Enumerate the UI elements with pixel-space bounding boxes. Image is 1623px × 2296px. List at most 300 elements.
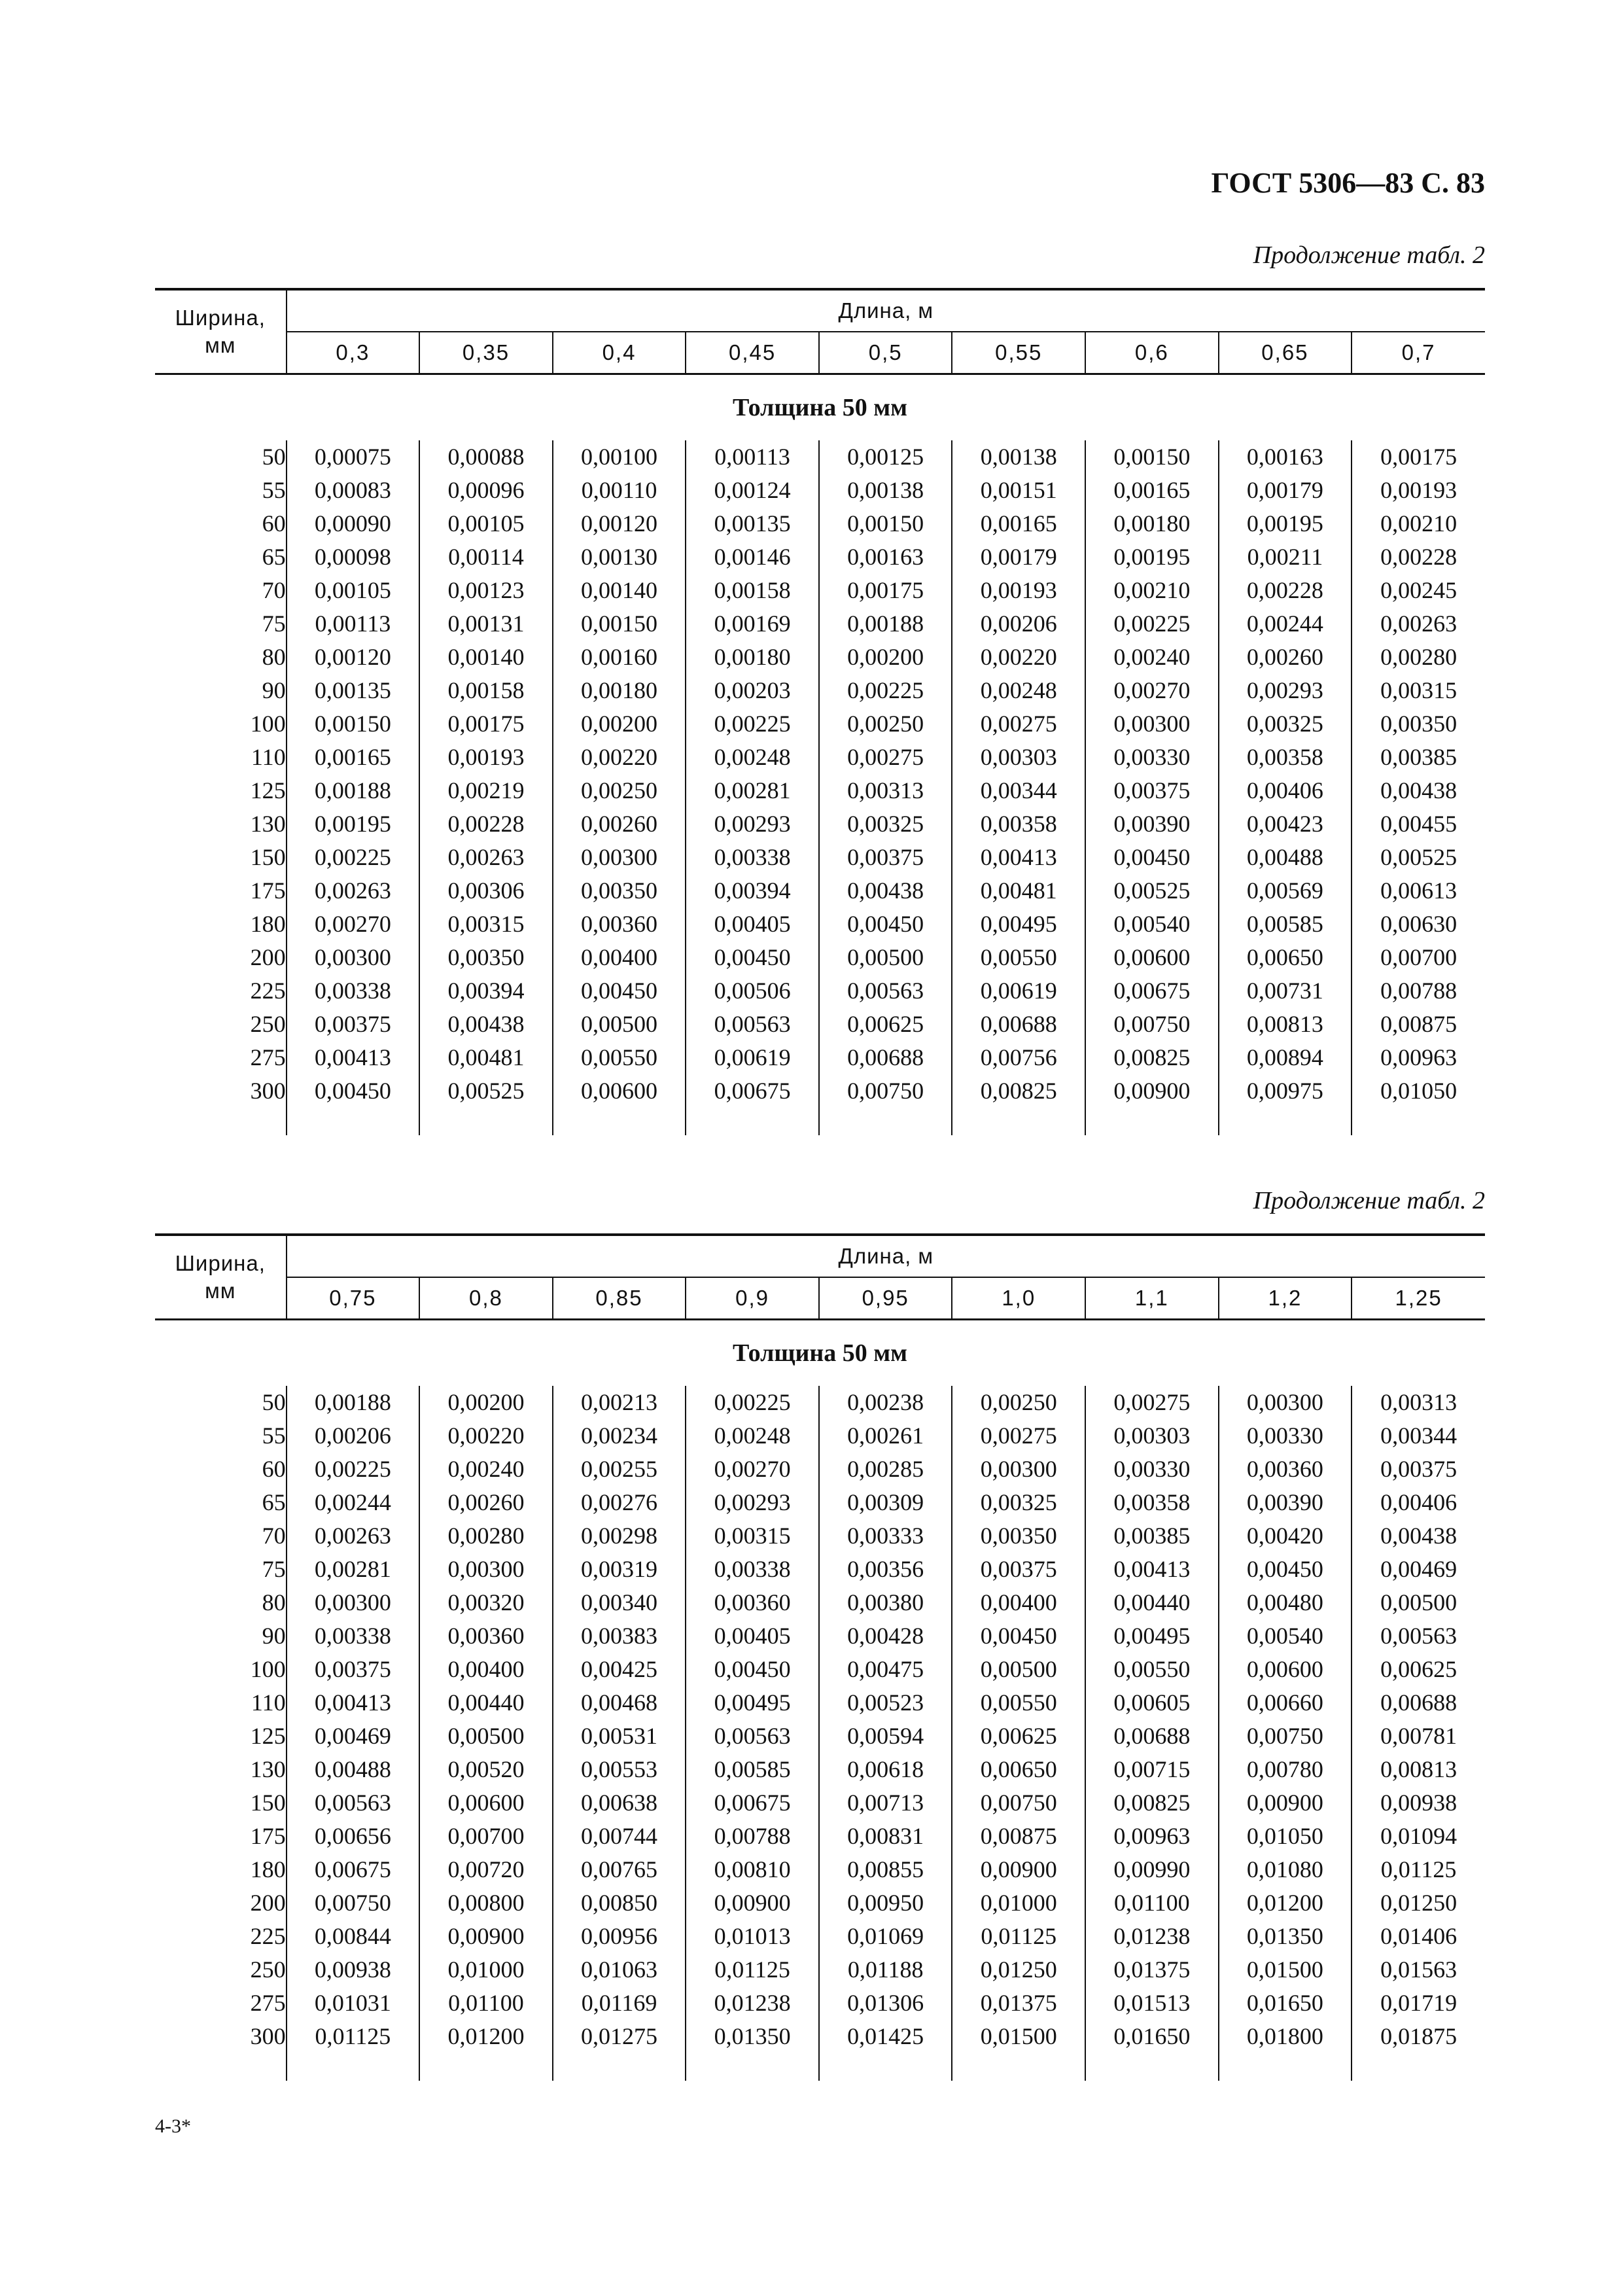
width-cell xyxy=(155,474,287,507)
value-cell: 0,00744 xyxy=(553,1820,686,1853)
table-row xyxy=(155,874,1485,908)
value-cell: 0,01406 xyxy=(1352,1920,1485,1953)
value-cell: 0,00320 xyxy=(419,1586,553,1619)
value-cell: 0,00440 xyxy=(419,1686,553,1720)
width-value: 300 xyxy=(250,2023,286,2049)
value-cell: 0,00750 xyxy=(952,1786,1085,1820)
value-cell: 0,00150 xyxy=(819,507,952,540)
value-cell: 0,00625 xyxy=(819,1008,952,1041)
value-cell: 0,00688 xyxy=(952,1008,1085,1041)
value-cell: 0,01050 xyxy=(1219,1820,1352,1853)
value-cell: 0,00500 xyxy=(419,1720,553,1753)
value-cell: 0,00280 xyxy=(1352,641,1485,674)
value-cell: 0,01306 xyxy=(819,1987,952,2020)
padding-cell xyxy=(155,2053,287,2081)
value-cell: 0,00338 xyxy=(287,974,420,1008)
width-value: 50 xyxy=(262,1389,286,1415)
value-cell: 0,00210 xyxy=(1085,574,1219,607)
value-cell: 0,00306 xyxy=(419,874,553,908)
table-row xyxy=(155,674,1485,707)
value-cell: 0,01563 xyxy=(1352,1953,1485,1987)
width-cell xyxy=(155,841,287,874)
value-cell: 0,00105 xyxy=(287,574,420,607)
value-cell: 0,00275 xyxy=(819,741,952,774)
value-cell: 0,00488 xyxy=(1219,841,1352,874)
table-row xyxy=(155,1519,1485,1553)
value-cell: 0,00330 xyxy=(1085,1453,1219,1486)
value-cell: 0,00263 xyxy=(287,874,420,908)
value-cell: 0,01125 xyxy=(1352,1853,1485,1886)
padding-cell xyxy=(553,1108,686,1135)
value-cell: 0,00540 xyxy=(1219,1619,1352,1653)
value-cell: 0,00788 xyxy=(686,1820,819,1853)
value-cell: 0,00625 xyxy=(952,1720,1085,1753)
value-cell: 0,00248 xyxy=(952,674,1085,707)
value-cell: 0,00200 xyxy=(819,641,952,674)
value-cell: 0,00413 xyxy=(952,841,1085,874)
value-cell: 0,00123 xyxy=(419,574,553,607)
value-cell: 0,00225 xyxy=(686,707,819,741)
value-cell: 0,00525 xyxy=(1085,874,1219,908)
width-header-label: Ширина, xyxy=(175,306,266,330)
width-value: 100 xyxy=(250,1656,286,1682)
value-cell: 0,00425 xyxy=(553,1653,686,1686)
width-value: 75 xyxy=(262,1556,286,1582)
value-cell: 0,01200 xyxy=(1219,1886,1352,1920)
value-cell: 0,01125 xyxy=(287,2020,420,2053)
value-cell: 0,00135 xyxy=(686,507,819,540)
width-cell xyxy=(155,1853,287,1886)
length-column-header: 0,85 xyxy=(553,1277,686,1320)
width-cell xyxy=(155,574,287,607)
value-cell: 0,00813 xyxy=(1219,1008,1352,1041)
padding-cell xyxy=(553,2053,686,2081)
width-value: 250 xyxy=(250,1011,286,1037)
width-cell xyxy=(155,1586,287,1619)
value-cell: 0,00270 xyxy=(1085,674,1219,707)
table-end-padding xyxy=(155,2053,1485,2081)
value-cell: 0,00303 xyxy=(952,741,1085,774)
value-cell: 0,00313 xyxy=(1352,1386,1485,1419)
value-cell: 0,00625 xyxy=(1352,1653,1485,1686)
value-cell: 0,00263 xyxy=(1352,607,1485,641)
width-cell xyxy=(155,807,287,841)
value-cell: 0,00338 xyxy=(686,1553,819,1586)
value-cell: 0,00688 xyxy=(1085,1720,1219,1753)
width-cell xyxy=(155,1886,287,1920)
width-cell xyxy=(155,1486,287,1519)
value-cell: 0,00225 xyxy=(1085,607,1219,641)
value-cell: 0,00300 xyxy=(952,1453,1085,1486)
width-value: 175 xyxy=(250,1823,286,1849)
value-cell: 0,00550 xyxy=(952,1686,1085,1720)
length-header: Длина, м xyxy=(287,289,1485,332)
table-row xyxy=(155,1920,1485,1953)
value-cell: 0,00438 xyxy=(1352,1519,1485,1553)
width-cell xyxy=(155,707,287,741)
value-cell: 0,00340 xyxy=(553,1586,686,1619)
table-row xyxy=(155,1820,1485,1853)
value-cell: 0,00756 xyxy=(952,1041,1085,1074)
width-value: 110 xyxy=(251,1689,286,1716)
table-row xyxy=(155,974,1485,1008)
table-row xyxy=(155,507,1485,540)
value-cell: 0,01169 xyxy=(553,1987,686,2020)
value-cell: 0,00293 xyxy=(1219,674,1352,707)
table-row xyxy=(155,1419,1485,1453)
padding-cell xyxy=(419,2053,553,2081)
value-cell: 0,00950 xyxy=(819,1886,952,1920)
value-cell: 0,00675 xyxy=(686,1074,819,1108)
value-cell: 0,00225 xyxy=(686,1386,819,1419)
value-cell: 0,00638 xyxy=(553,1786,686,1820)
value-cell: 0,00660 xyxy=(1219,1686,1352,1720)
value-cell: 0,00385 xyxy=(1352,741,1485,774)
value-cell: 0,00113 xyxy=(686,440,819,474)
table-row xyxy=(155,774,1485,807)
value-cell: 0,00675 xyxy=(287,1853,420,1886)
width-cell xyxy=(155,1920,287,1953)
table-row xyxy=(155,1074,1485,1108)
width-cell xyxy=(155,1953,287,1987)
table-row xyxy=(155,1886,1485,1920)
value-cell: 0,00990 xyxy=(1085,1853,1219,1886)
width-value: 60 xyxy=(262,1456,286,1482)
width-value: 80 xyxy=(262,644,286,670)
value-cell: 0,00900 xyxy=(1219,1786,1352,1820)
width-value: 80 xyxy=(262,1589,286,1616)
width-cell xyxy=(155,607,287,641)
value-cell: 0,00585 xyxy=(1219,908,1352,941)
value-cell: 0,00160 xyxy=(553,641,686,674)
value-cell: 0,00270 xyxy=(287,908,420,941)
width-cell xyxy=(155,674,287,707)
table-row xyxy=(155,1586,1485,1619)
width-cell xyxy=(155,641,287,674)
value-cell: 0,00400 xyxy=(419,1653,553,1686)
padding-cell xyxy=(686,1108,819,1135)
value-cell: 0,00150 xyxy=(553,607,686,641)
value-cell: 0,00394 xyxy=(419,974,553,1008)
value-cell: 0,00263 xyxy=(287,1519,420,1553)
value-cell: 0,00788 xyxy=(1352,974,1485,1008)
value-cell: 0,00630 xyxy=(1352,908,1485,941)
table-row xyxy=(155,741,1485,774)
length-column-header: 1,0 xyxy=(952,1277,1085,1320)
table-row xyxy=(155,1753,1485,1786)
value-cell: 0,00135 xyxy=(287,674,420,707)
value-cell: 0,00488 xyxy=(287,1753,420,1786)
value-cell: 0,00250 xyxy=(952,1386,1085,1419)
table-row xyxy=(155,1041,1485,1074)
padding-cell xyxy=(419,1108,553,1135)
value-cell: 0,00350 xyxy=(952,1519,1085,1553)
value-cell: 0,00360 xyxy=(419,1619,553,1653)
padding-cell xyxy=(1352,1108,1485,1135)
value-cell: 0,00325 xyxy=(952,1486,1085,1519)
value-cell: 0,00495 xyxy=(686,1686,819,1720)
value-cell: 0,00656 xyxy=(287,1820,420,1853)
value-cell: 0,00165 xyxy=(1085,474,1219,507)
padding-cell xyxy=(1219,2053,1352,2081)
table-row xyxy=(155,2020,1485,2053)
value-cell: 0,00244 xyxy=(287,1486,420,1519)
value-cell: 0,00220 xyxy=(952,641,1085,674)
value-cell: 0,00900 xyxy=(419,1920,553,1953)
value-cell: 0,00413 xyxy=(287,1686,420,1720)
table-row xyxy=(155,1553,1485,1586)
table-row xyxy=(155,1008,1485,1041)
value-cell: 0,00234 xyxy=(553,1419,686,1453)
value-cell: 0,00540 xyxy=(1085,908,1219,941)
value-cell: 0,00344 xyxy=(952,774,1085,807)
value-cell: 0,00285 xyxy=(819,1453,952,1486)
value-cell: 0,00438 xyxy=(819,874,952,908)
padding-cell xyxy=(287,2053,420,2081)
width-header-label: Ширина, xyxy=(175,1251,266,1275)
value-cell: 0,00550 xyxy=(553,1041,686,1074)
value-cell: 0,00281 xyxy=(686,774,819,807)
value-cell: 0,01238 xyxy=(686,1987,819,2020)
width-cell xyxy=(155,974,287,1008)
value-cell: 0,00293 xyxy=(686,1486,819,1519)
value-cell: 0,00810 xyxy=(686,1853,819,1886)
value-cell: 0,00275 xyxy=(952,1419,1085,1453)
value-cell: 0,00765 xyxy=(553,1853,686,1886)
width-cell xyxy=(155,1074,287,1108)
value-cell: 0,00420 xyxy=(1219,1519,1352,1553)
value-cell: 0,00228 xyxy=(1352,540,1485,574)
value-cell: 0,00240 xyxy=(1085,641,1219,674)
value-cell: 0,00150 xyxy=(287,707,420,741)
value-cell: 0,01000 xyxy=(952,1886,1085,1920)
value-cell: 0,00281 xyxy=(287,1553,420,1586)
value-cell: 0,01650 xyxy=(1085,2020,1219,2053)
value-cell: 0,00350 xyxy=(419,941,553,974)
value-cell: 0,00140 xyxy=(553,574,686,607)
value-cell: 0,00358 xyxy=(952,807,1085,841)
width-value: 90 xyxy=(262,677,286,703)
value-cell: 0,00780 xyxy=(1219,1753,1352,1786)
width-value: 70 xyxy=(262,577,286,603)
value-cell: 0,00150 xyxy=(1085,440,1219,474)
value-cell: 0,01275 xyxy=(553,2020,686,2053)
value-cell: 0,01650 xyxy=(1219,1987,1352,2020)
value-cell: 0,01350 xyxy=(686,2020,819,2053)
value-cell: 0,00450 xyxy=(686,1653,819,1686)
length-column-header: 0,7 xyxy=(1352,332,1485,374)
value-cell: 0,01375 xyxy=(1085,1953,1219,1987)
value-cell: 0,00203 xyxy=(686,674,819,707)
value-cell: 0,00844 xyxy=(287,1920,420,1953)
value-cell: 0,00255 xyxy=(553,1453,686,1486)
value-cell: 0,00375 xyxy=(819,841,952,874)
table-row xyxy=(155,574,1485,607)
value-cell: 0,00390 xyxy=(1219,1486,1352,1519)
value-cell: 0,00428 xyxy=(819,1619,952,1653)
width-cell xyxy=(155,440,287,474)
width-value: 65 xyxy=(262,1489,286,1515)
value-cell: 0,00594 xyxy=(819,1720,952,1753)
section-title: Толщина 50 мм xyxy=(732,394,908,421)
value-cell: 0,00585 xyxy=(686,1753,819,1786)
width-cell xyxy=(155,1987,287,2020)
width-cell xyxy=(155,1720,287,1753)
value-cell: 0,00619 xyxy=(952,974,1085,1008)
value-cell: 0,00375 xyxy=(287,1008,420,1041)
length-header: Длина, м xyxy=(287,1235,1485,1277)
width-cell xyxy=(155,2020,287,2053)
value-cell: 0,00219 xyxy=(419,774,553,807)
width-value: 200 xyxy=(250,1890,286,1916)
width-value: 125 xyxy=(250,777,286,804)
value-cell: 0,01031 xyxy=(287,1987,420,2020)
value-cell: 0,00405 xyxy=(686,908,819,941)
width-value: 200 xyxy=(250,944,286,970)
value-cell: 0,00180 xyxy=(553,674,686,707)
value-cell: 0,00338 xyxy=(287,1619,420,1653)
padding-cell xyxy=(155,1108,287,1135)
width-cell xyxy=(155,741,287,774)
value-cell: 0,01100 xyxy=(1085,1886,1219,1920)
value-cell: 0,00675 xyxy=(1085,974,1219,1008)
value-cell: 0,00450 xyxy=(952,1619,1085,1653)
length-column-header: 0,6 xyxy=(1085,332,1219,374)
value-cell: 0,00455 xyxy=(1352,807,1485,841)
value-cell: 0,00260 xyxy=(419,1486,553,1519)
length-column-header: 1,2 xyxy=(1219,1277,1352,1320)
value-cell: 0,00180 xyxy=(686,641,819,674)
value-cell: 0,00600 xyxy=(553,1074,686,1108)
value-cell: 0,00163 xyxy=(819,540,952,574)
value-cell: 0,00350 xyxy=(553,874,686,908)
value-cell: 0,00563 xyxy=(686,1720,819,1753)
value-cell: 0,00469 xyxy=(287,1720,420,1753)
value-cell: 0,00131 xyxy=(419,607,553,641)
padding-cell xyxy=(952,2053,1085,2081)
value-cell: 0,00975 xyxy=(1219,1074,1352,1108)
length-column-header: 0,45 xyxy=(686,332,819,374)
value-cell: 0,00406 xyxy=(1219,774,1352,807)
value-cell: 0,00405 xyxy=(686,1619,819,1653)
padding-cell xyxy=(819,2053,952,2081)
value-cell: 0,00248 xyxy=(686,1419,819,1453)
width-cell xyxy=(155,540,287,574)
padding-cell xyxy=(819,1108,952,1135)
value-cell: 0,00360 xyxy=(686,1586,819,1619)
value-cell: 0,01050 xyxy=(1352,1074,1485,1108)
width-cell xyxy=(155,1820,287,1853)
value-cell: 0,00114 xyxy=(419,540,553,574)
width-header xyxy=(155,1235,287,1320)
padding-cell xyxy=(686,2053,819,2081)
length-column-header: 1,1 xyxy=(1085,1277,1219,1320)
width-value: 75 xyxy=(262,610,286,637)
value-cell: 0,01069 xyxy=(819,1920,952,1953)
length-columns-row xyxy=(155,1277,1485,1320)
continuation-label: Продолжение табл. 2 xyxy=(1253,1187,1485,1214)
width-value: 175 xyxy=(250,877,286,904)
length-column-header: 0,8 xyxy=(419,1277,553,1320)
value-cell: 0,00344 xyxy=(1352,1419,1485,1453)
width-value: 300 xyxy=(250,1078,286,1104)
width-cell xyxy=(155,1653,287,1686)
table-row xyxy=(155,1853,1485,1886)
width-cell xyxy=(155,1519,287,1553)
value-cell: 0,01250 xyxy=(952,1953,1085,1987)
length-column-header: 0,3 xyxy=(287,332,420,374)
table-row xyxy=(155,1686,1485,1720)
value-cell: 0,00855 xyxy=(819,1853,952,1886)
padding-cell xyxy=(287,1108,420,1135)
table-row xyxy=(155,1987,1485,2020)
value-cell: 0,00225 xyxy=(819,674,952,707)
value-cell: 0,00146 xyxy=(686,540,819,574)
value-cell: 0,01063 xyxy=(553,1953,686,1987)
value-cell: 0,00500 xyxy=(819,941,952,974)
value-cell: 0,00110 xyxy=(553,474,686,507)
value-cell: 0,00193 xyxy=(952,574,1085,607)
value-cell: 0,00613 xyxy=(1352,874,1485,908)
table-row xyxy=(155,1953,1485,1987)
value-cell: 0,00400 xyxy=(553,941,686,974)
value-cell: 0,00300 xyxy=(419,1553,553,1586)
value-cell: 0,00495 xyxy=(952,908,1085,941)
value-cell: 0,00096 xyxy=(419,474,553,507)
value-cell: 0,00875 xyxy=(1352,1008,1485,1041)
value-cell: 0,00325 xyxy=(819,807,952,841)
value-cell: 0,00563 xyxy=(686,1008,819,1041)
value-cell: 0,00088 xyxy=(419,440,553,474)
value-cell: 0,00825 xyxy=(952,1074,1085,1108)
table-row xyxy=(155,440,1485,474)
value-cell: 0,00650 xyxy=(1219,941,1352,974)
padding-cell xyxy=(952,1108,1085,1135)
value-cell: 0,01200 xyxy=(419,2020,553,2053)
value-cell: 0,00713 xyxy=(819,1786,952,1820)
width-header-unit: мм xyxy=(205,333,236,357)
value-cell: 0,00563 xyxy=(287,1786,420,1820)
value-cell: 0,00383 xyxy=(553,1619,686,1653)
value-cell: 0,00938 xyxy=(1352,1786,1485,1820)
value-cell: 0,00480 xyxy=(1219,1586,1352,1619)
width-value: 250 xyxy=(250,1956,286,1983)
width-value: 130 xyxy=(250,811,286,837)
table-row xyxy=(155,607,1485,641)
value-cell: 0,00250 xyxy=(553,774,686,807)
width-cell xyxy=(155,1386,287,1419)
table-row xyxy=(155,1786,1485,1820)
value-cell: 0,00228 xyxy=(1219,574,1352,607)
value-cell: 0,01100 xyxy=(419,1987,553,2020)
value-cell: 0,00193 xyxy=(1352,474,1485,507)
value-cell: 0,00850 xyxy=(553,1886,686,1920)
table-row xyxy=(155,941,1485,974)
table-row xyxy=(155,474,1485,507)
value-cell: 0,00813 xyxy=(1352,1753,1485,1786)
table-row xyxy=(155,1720,1485,1753)
value-cell: 0,00900 xyxy=(686,1886,819,1920)
value-cell: 0,00200 xyxy=(419,1386,553,1419)
data-table-1 xyxy=(155,288,1485,1135)
value-cell: 0,00165 xyxy=(952,507,1085,540)
value-cell: 0,01000 xyxy=(419,1953,553,1987)
value-cell: 0,00375 xyxy=(1352,1453,1485,1486)
value-cell: 0,00475 xyxy=(819,1653,952,1686)
value-cell: 0,00600 xyxy=(419,1786,553,1820)
value-cell: 0,00261 xyxy=(819,1419,952,1453)
width-value: 180 xyxy=(250,1856,286,1882)
